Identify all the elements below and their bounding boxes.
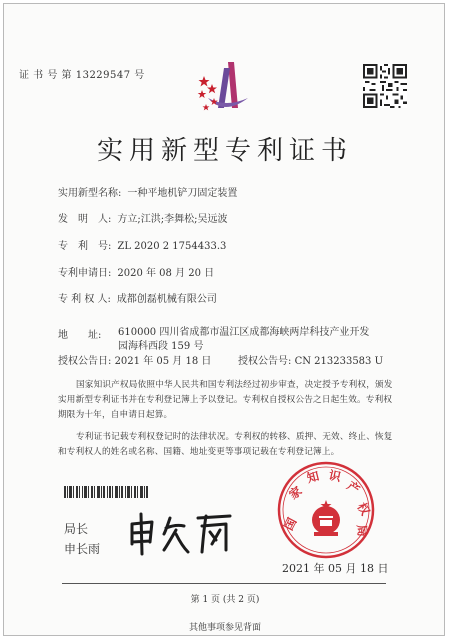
official-seal-stamp — [276, 460, 376, 560]
svg-text:家: 家 — [286, 483, 305, 503]
field-value: 2021 年 05 月 18 日 — [114, 356, 212, 367]
field-label: 实用新型名称: — [58, 188, 122, 199]
field-value: CN 213233583 U — [294, 356, 384, 367]
field-value: ZL 2020 2 1754433.3 — [117, 241, 227, 252]
field-label: 地 址: — [58, 330, 102, 341]
field-label: 授权公告日: — [58, 356, 112, 367]
field-label: 授权公告号: — [238, 356, 292, 367]
handwritten-signature — [126, 510, 236, 558]
field-filing-date — [58, 264, 214, 279]
svg-text:知: 知 — [305, 468, 321, 486]
svg-text:识: 识 — [327, 467, 343, 485]
field-label: 专利申请日: — [58, 268, 112, 279]
field-value: 成都创磊机械有限公司 — [116, 294, 217, 305]
svg-text:局: 局 — [354, 523, 370, 538]
field-grant-number — [238, 352, 383, 367]
footer-note: 其他事项参见背面 — [188, 623, 261, 633]
svg-text:权: 权 — [354, 500, 373, 518]
certificate-number: 证 书 号 第 13229547 号 — [19, 70, 145, 81]
qr-code-icon — [363, 64, 407, 108]
field-label: 专 利 权 人: — [58, 294, 111, 305]
certificate-title: 实用新型专利证书 — [96, 136, 353, 166]
field-value: 2020 年 08 月 20 日 — [117, 268, 215, 279]
svg-text:产: 产 — [344, 478, 363, 497]
director-name-label: 申长雨 — [64, 542, 101, 556]
cnipa-logo-icon — [194, 58, 256, 118]
field-utility-model-name — [58, 184, 237, 199]
field-value: 方立;江洪;李舞松;吴远波 — [117, 214, 228, 225]
footer-divider — [62, 583, 386, 584]
svg-text:国: 国 — [281, 515, 300, 533]
field-label: 发 明 人: — [58, 214, 112, 225]
barcode-icon — [64, 486, 148, 498]
field-label: 专 利 号: — [58, 241, 112, 252]
field-patentee — [58, 290, 217, 305]
seal-date: 2021 年 05 月 18 日 — [282, 562, 389, 575]
field-patent-number — [58, 237, 226, 252]
page-indicator: 第 1 页 (共 2 页) — [190, 595, 260, 605]
field-grant-date — [58, 352, 211, 367]
field-value: 一种平地机铲刀固定装置 — [127, 188, 238, 199]
field-value: 610000 四川省成都市温江区成都海峡两岸科技产业开发园海科西段 159 号 — [118, 327, 370, 352]
field-inventors — [58, 210, 227, 225]
director-title-label: 局长 — [64, 522, 89, 536]
legal-paragraph-2: 专利证书记载专利权登记时的法律状况。专利权的转移、质押、无效、终止、恢复和专利权人的姓名或名称、国籍、地址变更等事项记载在专利登记簿上。 — [58, 432, 393, 457]
legal-paragraph-1: 国家知识产权局依照中华人民共和国专利法经过初步审查，决定授予专利权，颁发实用新型专利证书并在专利登记簿上予以登记。专利权自授权公告之日起生效。专利权期限为十年，自申请日起算。 — [58, 380, 393, 420]
